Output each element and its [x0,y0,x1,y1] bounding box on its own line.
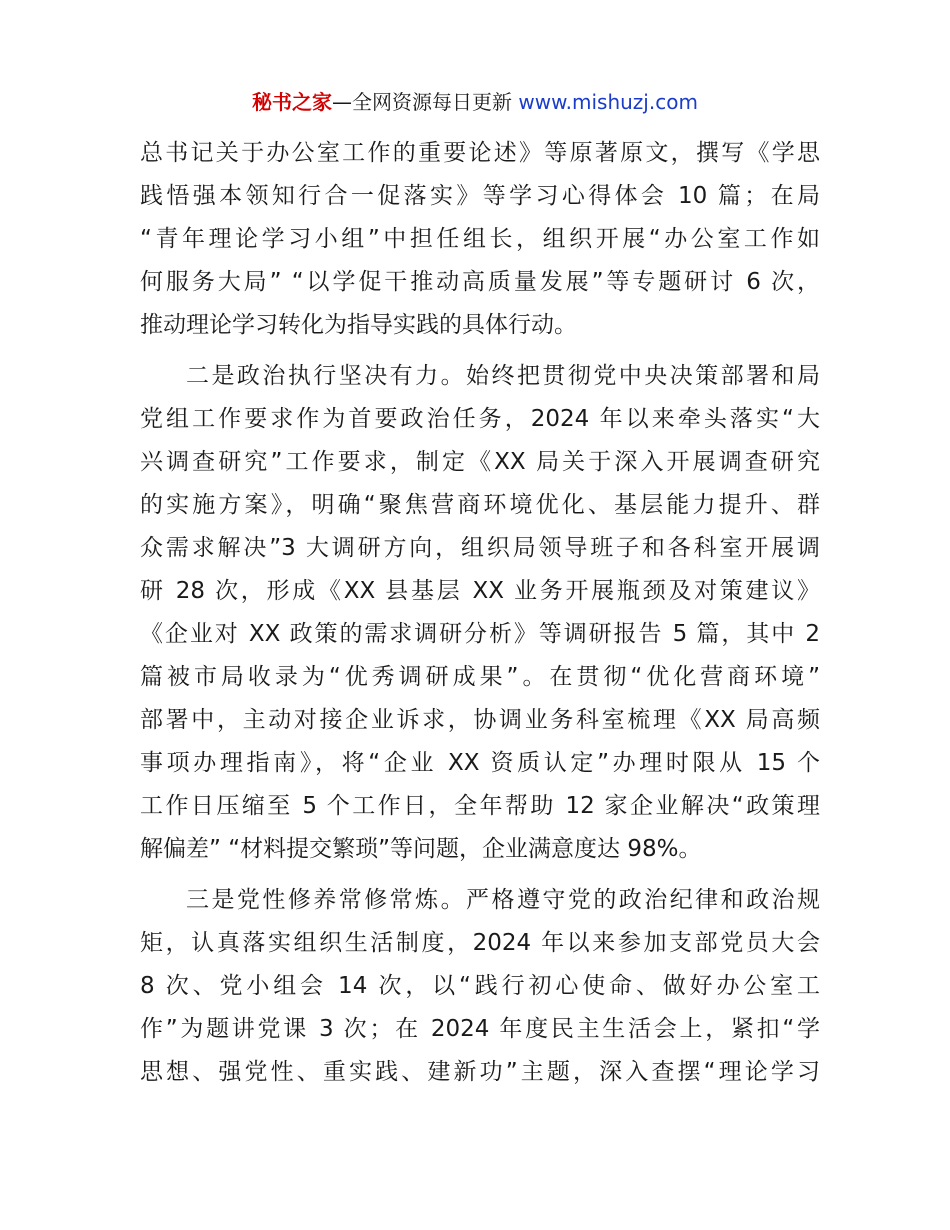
text-line: 解偏差” “材料提交繁琐”等问题，企业满意度达 98%。 [140,836,702,862]
text-line: 8 次、党小组会 14 次，以“践行初心使命、做好办公室工 [140,973,820,999]
text-line: 践悟强本领知行合一促落实》等学习心得体会 10 篇；在局 [140,183,820,209]
text-line: 部署中，主动对接企业诉求，协调业务科室梳理《XX 局高频 [140,707,820,733]
text-line: 作”为题讲党课 3 次；在 2024 年度民主生活会上，紧扣“学 [140,1016,820,1042]
paragraph [140,355,820,871]
text-line: “青年理论学习小组”中担任组长，组织开展“办公室工作如 [140,226,820,252]
document-body [140,132,820,1094]
text-line: 何服务大局” “以学促干推动高质量发展”等专题研讨 6 次， [140,269,820,295]
text-line: 事项办理指南》，将“企业 XX 资质认定”办理时限从 15 个 [140,750,820,776]
paragraph [140,879,820,1094]
text-line: 总书记关于办公室工作的重要论述》等原著原文，撰写《学思 [140,140,820,166]
text-line: 三是党性修养常修常炼。严格遵守党的政治纪律和政治规 [186,887,820,913]
text-line: 兴调查研究”工作要求，制定《XX 局关于深入开展调查研究 [140,449,820,475]
text-line: 推动理论学习转化为指导实践的具体行动。 [140,312,577,338]
page-header [0,86,950,118]
brand-name: 秘书之家 [252,90,333,114]
text-line: 众需求解决”3 大调研方向，组织局领导班子和各科室开展调 [140,535,820,561]
paragraph [140,132,820,347]
text-line: 党组工作要求作为首要政治任务，2024 年以来牵头落实“大 [140,406,820,432]
text-line: 篇被市局收录为“优秀调研成果”。在贯彻“优化营商环境” [140,664,820,690]
text-line: 研 28 次，形成《XX 县基层 XX 业务开展瓶颈及对策建议》 [140,578,820,604]
text-line: 矩，认真落实组织生活制度，2024 年以来参加支部党员大会 [140,930,820,956]
header-slogan: —全网资源每日更新 [332,90,513,114]
text-line: 《企业对 XX 政策的需求调研分析》等调研报告 5 篇，其中 2 [140,621,820,647]
text-line: 的实施方案》，明确“聚焦营商环境优化、基层能力提升、群 [140,492,820,518]
text-line: 二是政治执行坚决有力。始终把贯彻党中央决策部署和局 [186,363,820,389]
site-url-link[interactable]: www.mishuzj.com [518,90,698,114]
text-line: 工作日压缩至 5 个工作日，全年帮助 12 家企业解决“政策理 [140,793,820,819]
text-line: 思想、强党性、重实践、建新功”主题，深入查摆“理论学习 [140,1059,820,1085]
